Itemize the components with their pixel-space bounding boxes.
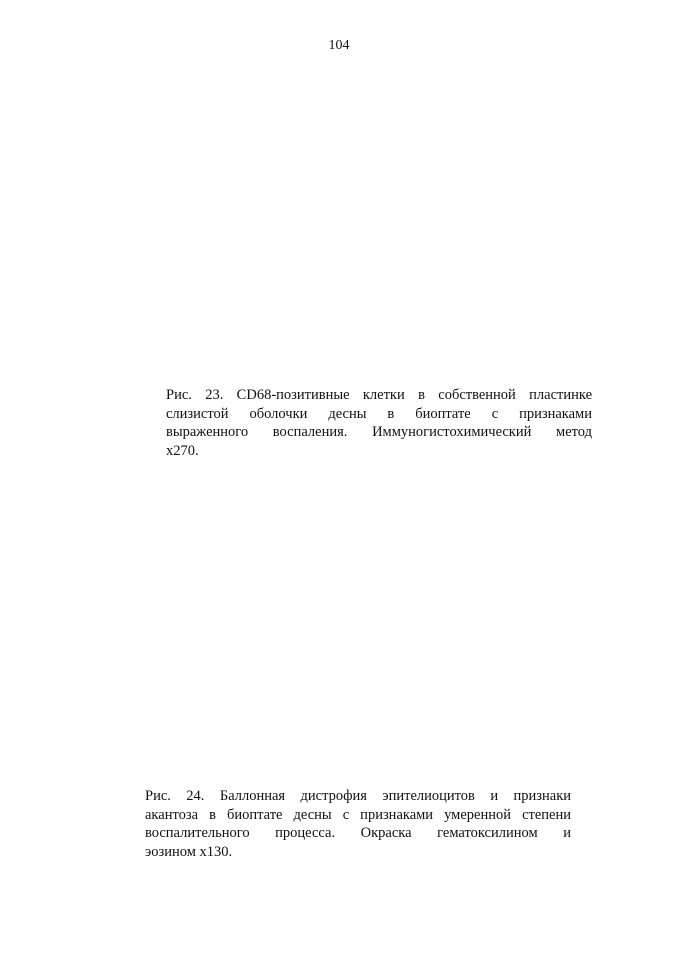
caption-line: выраженного воспаления. Иммуногистохимический метод <box>166 424 592 441</box>
caption-line: эозином x130. <box>145 843 233 860</box>
figure-24-caption <box>145 787 571 861</box>
page-number: 104 <box>328 38 350 53</box>
caption-line: слизистой оболочки десны в биоптате с признаками <box>166 405 592 422</box>
caption-line: воспалительного процесса. Окраска гематоксилином и <box>145 825 571 842</box>
caption-line: акантоза в биоптате десны с признаками умеренной степени <box>145 806 571 823</box>
caption-line: x270. <box>166 442 199 459</box>
figure-23-area <box>165 70 593 370</box>
caption-line: Рис. 24. Баллонная дистрофия эпителиоцитов и признаки <box>145 788 571 804</box>
figure-23-caption <box>166 386 592 460</box>
caption-line: Рис. 23. CD68-позитивные клетки в собственной пластинке <box>166 387 592 403</box>
figure-24-area <box>145 470 573 775</box>
